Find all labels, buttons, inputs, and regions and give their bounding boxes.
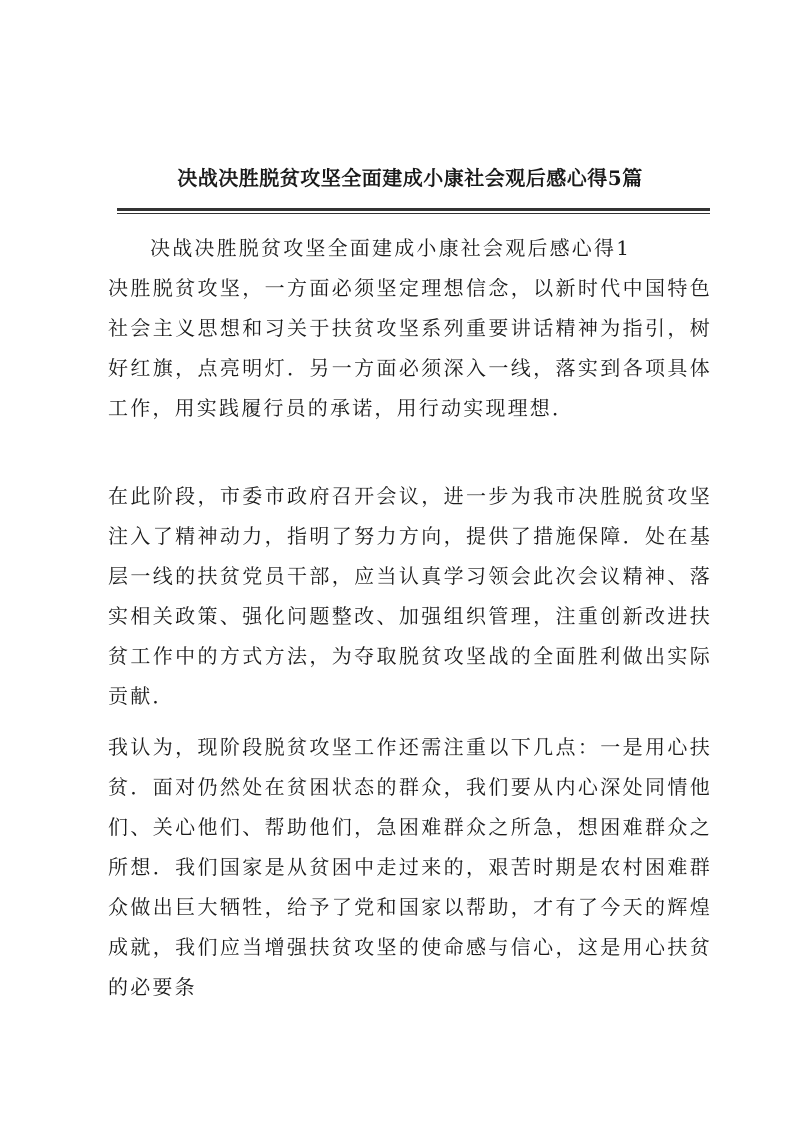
paragraph-3: 我认为，现阶段脱贫攻坚工作还需注重以下几点：一是用心扶贫．面对仍然处在贫困状态的群众，我们要从内心深处同情他们、关心他们、帮助他们，急困难群众之所急，想困难群众之所想．我们国家是从贫困中走过来的，艰苦时期是农村困难群众做出巨大牺牲，给予了党和国家以帮助，才有了今天的辉煌成就，我们应当增强扶贫攻坚的使命感与信心，这是用心扶贫的必要条 — [108, 735, 712, 999]
title-rule-thin — [117, 213, 710, 214]
section-heading-1: 决战决胜脱贫攻坚全面建成小康社会观后感心得1 — [150, 236, 632, 260]
document-title: 决战决胜脱贫攻坚全面建成小康社会观后感心得5篇 — [177, 166, 643, 190]
paragraph-2: 在此阶段，市委市政府召开会议，进一步为我市决胜脱贫攻坚注入了精神动力，指明了努力方向，提供了措施保障．处在基层一线的扶贫党员干部，应当认真学习领会此次会议精神、落实相关政策、强化问题整改、加强组织管理，注重创新改进扶贫工作中的方式方法，为夺取脱贫攻坚战的全面胜利做出实际贡献． — [108, 484, 712, 708]
paragraph-1: 决胜脱贫攻坚，一方面必须坚定理想信念，以新时代中国特色社会主义思想和习关于扶贫攻坚系列重要讲话精神为指引，树好红旗，点亮明灯．另一方面必须深入一线，落实到各项具体工作，用实践履行员的承诺，用行动实现理想． — [108, 276, 712, 420]
title-rule-thick — [117, 208, 710, 211]
